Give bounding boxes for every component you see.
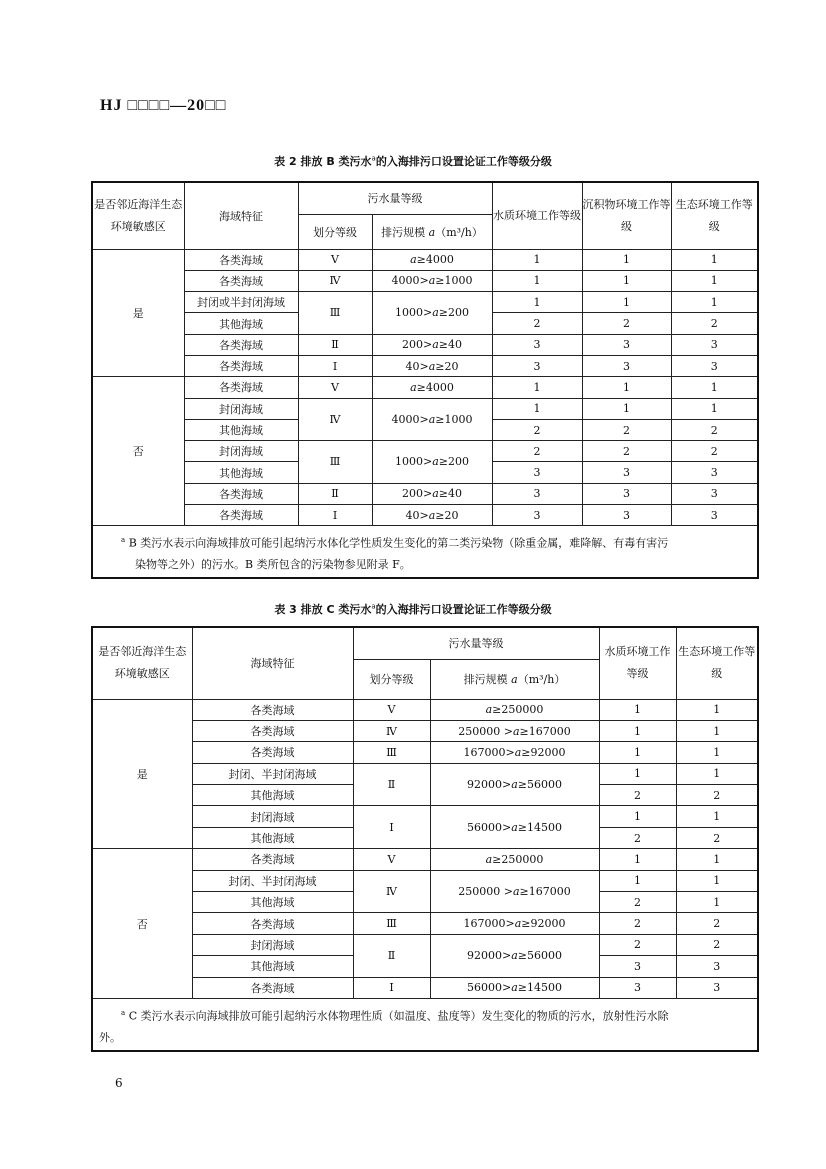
cell-scale: 200>a≥40 xyxy=(372,483,492,504)
cell-scale: 4000>a≥1000 xyxy=(372,398,492,441)
cell-eco: 1 xyxy=(676,806,758,827)
table-row xyxy=(92,934,758,955)
table-row xyxy=(92,720,758,741)
cell-eco: 1 xyxy=(676,849,758,870)
cell-grade: Ⅳ xyxy=(353,720,430,741)
cell-sea: 封闭海域 xyxy=(192,806,353,827)
table-row xyxy=(92,505,758,526)
cell-sea: 其他海域 xyxy=(192,827,353,848)
cell-water: 1 xyxy=(599,720,676,741)
cell-sea: 各类海域 xyxy=(184,270,298,291)
table-row xyxy=(92,334,758,355)
table-row xyxy=(92,483,758,504)
cell-sea: 其他海域 xyxy=(192,785,353,806)
header-eco: 生态环境工作等级 xyxy=(676,627,758,699)
cell-scale: 56000>a≥14500 xyxy=(430,806,599,849)
header-water: 水质环境工作等级 xyxy=(492,182,582,249)
cell-sediment: 3 xyxy=(582,334,671,355)
cell-grade: Ⅰ xyxy=(298,355,372,376)
cell-sediment: 3 xyxy=(582,483,671,504)
table-row xyxy=(92,699,758,720)
cell-grade: Ⅴ xyxy=(353,699,430,720)
cell-eco: 1 xyxy=(671,270,758,291)
footnote-line: 外。 xyxy=(99,1030,121,1044)
header-eco: 生态环境工作等级 xyxy=(671,182,758,249)
cell-water: 3 xyxy=(492,483,582,504)
table-row xyxy=(92,377,758,398)
cell-eco: 1 xyxy=(676,892,758,913)
cell-grade: Ⅱ xyxy=(353,934,430,977)
cell-sediment: 1 xyxy=(582,292,671,313)
table-row xyxy=(92,742,758,763)
caption-sup: a xyxy=(371,154,376,163)
table-row xyxy=(92,870,758,891)
table3-caption xyxy=(0,601,826,617)
cell-water: 3 xyxy=(492,505,582,526)
footnote-sup: a xyxy=(121,536,126,545)
cell-water: 1 xyxy=(492,398,582,419)
footnote-sup: a xyxy=(121,1008,126,1017)
cell-eco: 1 xyxy=(676,763,758,784)
cell-sediment: 1 xyxy=(582,249,671,270)
cell-sea: 封闭海域 xyxy=(192,934,353,955)
cell-scale: 40>a≥20 xyxy=(372,355,492,376)
header-scale: 排污规模 a（m³/h） xyxy=(372,214,492,249)
cell-scale: 1000>a≥200 xyxy=(372,441,492,484)
header-sensitive: 是否邻近海洋生态环境敏感区 xyxy=(92,627,192,699)
caption-text: 的入海排污口设置论证工作等级分级 xyxy=(375,155,552,168)
cell-sediment: 3 xyxy=(582,505,671,526)
cell-sea: 各类海域 xyxy=(184,355,298,376)
cell-water: 2 xyxy=(492,313,582,334)
cell-sediment: 1 xyxy=(582,398,671,419)
cell-eco: 3 xyxy=(671,334,758,355)
cell-eco: 1 xyxy=(671,249,758,270)
header-sea: 海域特征 xyxy=(192,627,353,699)
cell-eco: 3 xyxy=(671,483,758,504)
cell-sea: 其他海域 xyxy=(184,419,298,440)
cell-eco: 2 xyxy=(671,419,758,440)
cell-eco: 3 xyxy=(671,462,758,483)
table3 xyxy=(91,626,759,1052)
group-label: 是 xyxy=(92,699,192,849)
table-row xyxy=(92,292,758,313)
table-row xyxy=(92,763,758,784)
cell-sea: 其他海域 xyxy=(192,956,353,977)
group-label: 是 xyxy=(92,249,184,377)
cell-grade: Ⅴ xyxy=(298,377,372,398)
header-volume: 污水量等级 xyxy=(298,182,492,214)
cell-grade: Ⅲ xyxy=(298,292,372,335)
cell-grade: Ⅲ xyxy=(353,742,430,763)
cell-sediment: 2 xyxy=(582,313,671,334)
page-number: 6 xyxy=(115,1076,123,1090)
cell-water: 3 xyxy=(599,956,676,977)
header-sediment: 沉积物环境工作等级 xyxy=(582,182,671,249)
cell-eco: 1 xyxy=(671,292,758,313)
cell-eco: 2 xyxy=(671,313,758,334)
document-header: HJ □□□□—20□□ xyxy=(100,97,227,114)
cell-scale: 92000>a≥56000 xyxy=(430,763,599,806)
cell-sea: 各类海域 xyxy=(184,505,298,526)
cell-eco: 1 xyxy=(676,742,758,763)
cell-eco: 1 xyxy=(676,699,758,720)
caption-sup: a xyxy=(371,602,376,611)
cell-grade: Ⅴ xyxy=(298,249,372,270)
cell-grade: Ⅳ xyxy=(298,398,372,441)
footnote-line: B 类污水表示向海域排放可能引起纳污水体化学性质发生变化的第二类污染物（除重金属，难降解、有毒有害污 xyxy=(128,537,669,551)
cell-water: 2 xyxy=(599,785,676,806)
cell-sediment: 2 xyxy=(582,441,671,462)
table-row xyxy=(92,398,758,419)
footnote-line: C 类污水表示向海域排放可能引起纳污水体物理性质（如温度、盐度等）发生变化的物质的污水，放射性污水除 xyxy=(128,1009,669,1023)
cell-water: 1 xyxy=(492,377,582,398)
cell-water: 2 xyxy=(599,827,676,848)
cell-sea: 封闭海域 xyxy=(184,441,298,462)
cell-sea: 各类海域 xyxy=(184,483,298,504)
group-label: 否 xyxy=(92,377,184,526)
cell-water: 1 xyxy=(599,742,676,763)
cell-grade: Ⅰ xyxy=(298,505,372,526)
cell-water: 1 xyxy=(599,870,676,891)
header-grade: 划分等级 xyxy=(298,214,372,249)
cell-eco: 1 xyxy=(671,377,758,398)
cell-sea: 各类海域 xyxy=(184,334,298,355)
header-grade: 划分等级 xyxy=(353,659,430,699)
cell-water: 2 xyxy=(492,419,582,440)
cell-scale: 167000>a≥92000 xyxy=(430,742,599,763)
cell-eco: 1 xyxy=(671,398,758,419)
table2-footnote xyxy=(92,526,758,578)
cell-grade: Ⅱ xyxy=(353,763,430,806)
table-row xyxy=(92,977,758,998)
cell-sea: 各类海域 xyxy=(184,377,298,398)
cell-water: 1 xyxy=(492,270,582,291)
cell-sediment: 3 xyxy=(582,462,671,483)
cell-scale: a≥4000 xyxy=(372,249,492,270)
cell-grade: Ⅱ xyxy=(298,483,372,504)
cell-eco: 3 xyxy=(671,505,758,526)
cell-scale: 4000>a≥1000 xyxy=(372,270,492,291)
cell-sea: 其他海域 xyxy=(184,313,298,334)
cell-sea: 各类海域 xyxy=(184,249,298,270)
cell-eco: 3 xyxy=(676,977,758,998)
cell-water: 1 xyxy=(599,806,676,827)
cell-eco: 2 xyxy=(676,785,758,806)
cell-eco: 1 xyxy=(676,870,758,891)
table-row xyxy=(92,441,758,462)
cell-sea: 各类海域 xyxy=(192,977,353,998)
cell-scale: 167000>a≥92000 xyxy=(430,913,599,934)
cell-water: 1 xyxy=(492,249,582,270)
cell-sea: 各类海域 xyxy=(192,913,353,934)
cell-scale: 40>a≥20 xyxy=(372,505,492,526)
cell-sediment: 1 xyxy=(582,270,671,291)
caption-text: 的入海排污口设置论证工作等级分级 xyxy=(375,603,552,616)
cell-sea: 其他海域 xyxy=(184,462,298,483)
cell-water: 2 xyxy=(599,913,676,934)
caption-text: 表 2 排放 B 类污水 xyxy=(274,155,372,168)
cell-water: 3 xyxy=(599,977,676,998)
table-row xyxy=(92,913,758,934)
cell-eco: 1 xyxy=(676,720,758,741)
cell-grade: Ⅴ xyxy=(353,849,430,870)
cell-sediment: 3 xyxy=(582,355,671,376)
cell-scale: 92000>a≥56000 xyxy=(430,934,599,977)
header-water: 水质环境工作等级 xyxy=(599,627,676,699)
cell-sea: 封闭海域 xyxy=(184,398,298,419)
cell-eco: 3 xyxy=(676,956,758,977)
cell-scale: a≥250000 xyxy=(430,699,599,720)
cell-eco: 2 xyxy=(671,441,758,462)
cell-water: 1 xyxy=(599,699,676,720)
cell-scale: 56000>a≥14500 xyxy=(430,977,599,998)
header-sensitive: 是否邻近海洋生态环境敏感区 xyxy=(92,182,184,249)
cell-grade: Ⅳ xyxy=(298,270,372,291)
cell-scale: 1000>a≥200 xyxy=(372,292,492,335)
header-scale: 排污规模 a（m³/h） xyxy=(430,659,599,699)
cell-grade: Ⅳ xyxy=(353,870,430,913)
cell-grade: Ⅰ xyxy=(353,806,430,849)
cell-grade: Ⅲ xyxy=(353,913,430,934)
table-row xyxy=(92,355,758,376)
cell-water: 2 xyxy=(492,441,582,462)
cell-sea: 其他海域 xyxy=(192,892,353,913)
cell-sea: 封闭、半封闭海域 xyxy=(192,870,353,891)
cell-sea: 各类海域 xyxy=(192,699,353,720)
cell-sediment: 2 xyxy=(582,419,671,440)
cell-grade: Ⅱ xyxy=(298,334,372,355)
cell-sea: 封闭或半封闭海域 xyxy=(184,292,298,313)
cell-water: 3 xyxy=(492,462,582,483)
table-row xyxy=(92,270,758,291)
cell-grade: Ⅰ xyxy=(353,977,430,998)
cell-water: 3 xyxy=(492,334,582,355)
footnote-line: 染物等之外）的污水。B 类所包含的污染物参见附录 F。 xyxy=(135,558,411,572)
table-row xyxy=(92,249,758,270)
table2-caption xyxy=(0,153,826,169)
cell-water: 3 xyxy=(492,355,582,376)
cell-sediment: 1 xyxy=(582,377,671,398)
cell-sea: 各类海域 xyxy=(192,742,353,763)
cell-scale: 250000 >a≥167000 xyxy=(430,870,599,913)
cell-sea: 各类海域 xyxy=(192,849,353,870)
table3-footnote xyxy=(92,998,758,1050)
cell-water: 1 xyxy=(599,763,676,784)
cell-scale: 200>a≥40 xyxy=(372,334,492,355)
cell-water: 1 xyxy=(599,849,676,870)
cell-sea: 各类海域 xyxy=(192,720,353,741)
table2 xyxy=(91,181,759,579)
group-label: 否 xyxy=(92,849,192,999)
cell-scale: a≥250000 xyxy=(430,849,599,870)
table-row xyxy=(92,806,758,827)
cell-eco: 2 xyxy=(676,934,758,955)
cell-eco: 3 xyxy=(671,355,758,376)
header-volume: 污水量等级 xyxy=(353,627,599,659)
cell-scale: a≥4000 xyxy=(372,377,492,398)
header-sea: 海域特征 xyxy=(184,182,298,249)
table-row xyxy=(92,849,758,870)
cell-sea: 封闭、半封闭海域 xyxy=(192,763,353,784)
caption-text: 表 3 排放 C 类污水 xyxy=(274,603,372,616)
cell-water: 2 xyxy=(599,934,676,955)
cell-eco: 2 xyxy=(676,827,758,848)
cell-eco: 2 xyxy=(676,913,758,934)
cell-water: 2 xyxy=(599,892,676,913)
cell-scale: 250000 >a≥167000 xyxy=(430,720,599,741)
cell-grade: Ⅲ xyxy=(298,441,372,484)
cell-water: 1 xyxy=(492,292,582,313)
